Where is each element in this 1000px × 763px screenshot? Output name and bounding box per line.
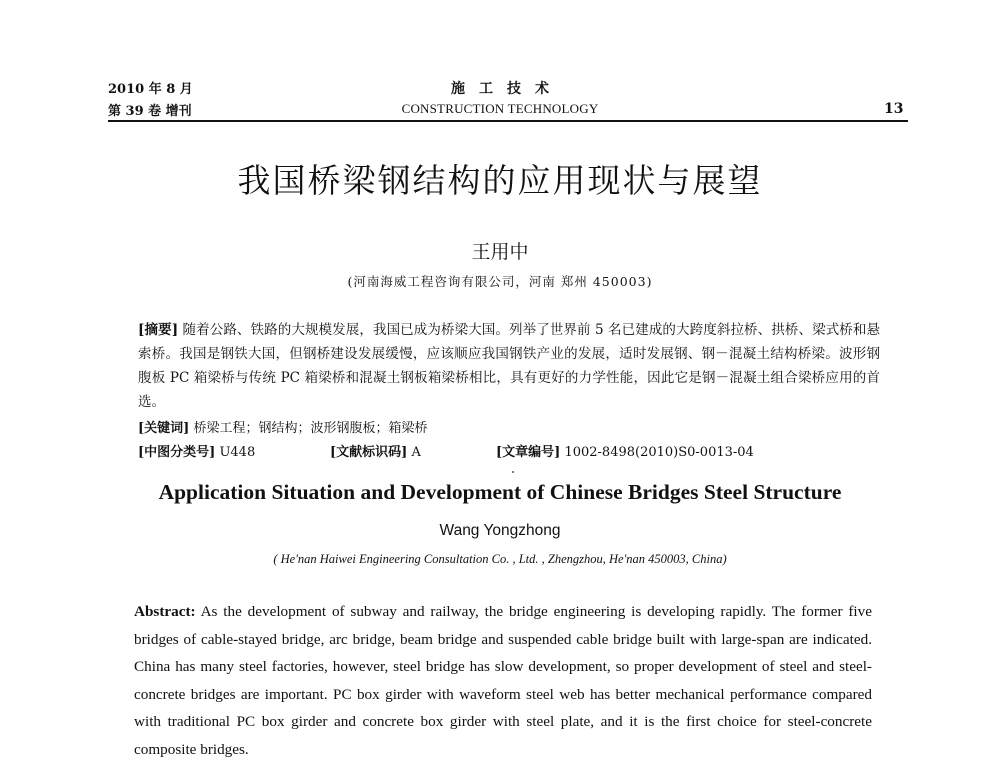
scan-dot [512, 471, 514, 473]
article-number-label: [文章编号] [496, 445, 561, 460]
affiliation-cn: (河南海威工程咨询有限公司，河南 郑州 450003) [347, 274, 653, 289]
header-journal-en: CONSTRUCTION TECHNOLOGY [401, 101, 599, 116]
header-volume: 第 39 卷 增刊 [108, 104, 192, 119]
abstract-en [134, 598, 872, 763]
keywords-cn [138, 417, 427, 436]
abstract-cn-text: 随着公路、铁路的大规模发展，我国已成为桥梁大国。列举了世界前 5 名已建成的大跨度斜拉桥、拱桥、梁式桥和悬索桥。我国是钢铁大国，但钢桥建设发展缓慢，应该顺应我国钢铁产业的发展，适时发展钢、钢－混凝土结构桥梁。波形钢腹板 PC 箱梁桥与传统 PC 箱梁桥和混凝土钢板箱梁桥相比，具有更好的力学性能，因此它是钢－混凝土组合梁桥应用的首选。 [138, 322, 881, 410]
author-cn: 王用中 [471, 241, 529, 263]
abstract-cn-label: [摘要] [138, 322, 179, 338]
abstract-en-text: As the development of subway and railway, the bridge engineering is developing rapidly. The former five bridges of cable-stayed bridge, arc bridge, beam bridge and suspended cable bridge built with large-span are indicated. China has many steel factories, however, steel bridge has slow development, so proper development of steel and steel-concrete bridges are important. PC box girder with waveform steel web has better mechanical performance compared with traditional PC box girder and concrete box girder with steel plate, and it is the first choice for steel-concrete composite bridges. [134, 603, 872, 758]
article-number-value: 1002-8498(2010)S0-0013-04 [564, 445, 754, 460]
abstract-en-label: Abstract: [134, 603, 196, 620]
author-en: Wang Yongzhong [439, 522, 561, 539]
doc-code-row [330, 441, 421, 460]
header-rule [108, 120, 908, 122]
doc-code-label: [文献标识码] [330, 445, 408, 460]
doc-code-value: A [411, 445, 421, 460]
affiliation-en: ( He'nan Haiwei Engineering Consultation Co. , Ltd. , Zhengzhou, He'nan 450003, China) [273, 552, 727, 566]
header-journal-cn: 施工技术 [451, 81, 563, 97]
page-number: 13 [884, 101, 904, 117]
title-en: Application Situation and Development of Chinese Bridges Steel Structure [158, 480, 842, 504]
classification-value: U448 [219, 445, 256, 460]
abstract-cn [138, 318, 880, 414]
keywords-cn-label: [关键词] [138, 421, 190, 436]
classification-row [138, 441, 255, 460]
article-number-row [496, 441, 754, 460]
keywords-cn-text: 桥梁工程；钢结构；波形钢腹板；箱梁桥 [193, 421, 428, 436]
title-cn: 我国桥梁钢结构的应用现状与展望 [237, 161, 763, 200]
header-date: 2010 年 8 月 [108, 82, 193, 97]
classification-label: [中图分类号] [138, 445, 216, 460]
